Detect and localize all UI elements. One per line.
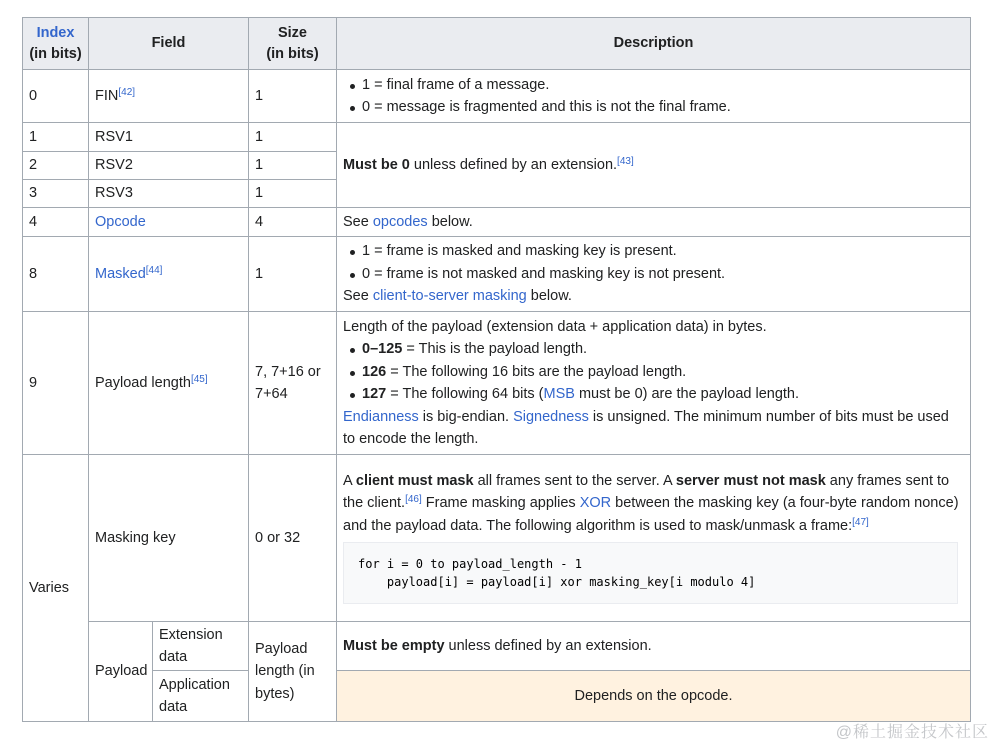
xor-link[interactable]: XOR [579, 495, 612, 512]
text: must be 0) are the payload length. [574, 386, 800, 402]
size-cell: 1 [249, 152, 337, 180]
description-cell [337, 622, 971, 671]
bold-text: Must be empty [343, 637, 445, 654]
size-cell: Payload length (in bytes) [249, 622, 337, 722]
text: between the masking key (a four-byte random nonce) and the payload data. The following algorithm is used to mask/unmask a frame: [343, 495, 959, 534]
text: is big-endian. [418, 408, 514, 425]
index-cell: 3 [23, 180, 89, 208]
description-cell [337, 123, 971, 208]
index-cell: 4 [23, 208, 89, 237]
subfield-cell: Extension data [153, 622, 249, 671]
header-row [23, 18, 971, 70]
size-cell: 1 [249, 123, 337, 152]
size-cell: 1 [249, 70, 337, 123]
header-size-sub: (in bits) [266, 45, 319, 62]
text: all frames sent to the server. A [473, 472, 676, 489]
description-cell: Depends on the opcode. [337, 671, 971, 722]
index-cell: 9 [23, 312, 89, 455]
text: = This is the payload length. [402, 341, 588, 357]
field-cell: Masking key [89, 455, 249, 622]
reference-link[interactable]: [43] [617, 155, 634, 167]
description-cell [337, 312, 971, 455]
code-block: for i = 0 to payload_length - 1 payload[i] = payload[i] xor masking_key[i modulo 4] [343, 542, 958, 604]
field-cell: Payload [89, 622, 153, 722]
bold-text: 0–125 [362, 341, 403, 357]
bold-text: client must mask [355, 472, 474, 489]
header-size-label: Size [277, 24, 307, 41]
signedness-link[interactable]: Signedness [513, 408, 589, 425]
index-cell: Varies [23, 455, 89, 722]
index-cell: 1 [23, 123, 89, 152]
index-cell: 0 [23, 70, 89, 123]
description-cell [337, 70, 971, 123]
bullet-item: 1 = final frame of a message. [362, 74, 964, 97]
masking-paragraph [343, 470, 964, 538]
opcodes-link[interactable]: opcodes [372, 213, 428, 230]
text: unless defined by an extension. [444, 637, 652, 654]
text: any frames sent to the client. [343, 472, 950, 512]
text: See [343, 213, 373, 230]
size-cell: 1 [249, 180, 337, 208]
field-cell [89, 208, 249, 237]
text: = The following 16 bits are the payload length. [386, 363, 687, 380]
bullet-item [362, 338, 964, 361]
endianness-link[interactable]: Endianness [343, 408, 419, 425]
size-cell: 4 [249, 208, 337, 237]
description-cell [337, 237, 971, 312]
description-cell [337, 208, 971, 237]
header-index-sub: (in bits) [29, 45, 82, 62]
reference-link[interactable]: [42] [118, 86, 136, 98]
text: below. [427, 213, 473, 230]
table-row-payload-length [23, 312, 971, 455]
intro-text: Length of the payload (extension data + application data) in bytes. [343, 318, 767, 335]
opcode-link[interactable]: Opcode [95, 213, 146, 230]
header-description: Description [337, 18, 971, 70]
bold-text: 127 [362, 386, 387, 402]
field-cell: RSV2 [89, 152, 249, 180]
table-row-fin [23, 70, 971, 123]
field-name: Payload length [95, 374, 191, 391]
bullet-item: 1 = frame is masked and masking key is present. [362, 240, 964, 263]
header-index[interactable] [23, 18, 89, 70]
table-row-masking-key [23, 455, 971, 622]
text: See [343, 288, 373, 305]
reference-link[interactable]: [46] [405, 494, 422, 506]
masked-link[interactable]: Masked [95, 265, 146, 282]
subfield-cell: Application data [153, 671, 249, 722]
text: unless defined by an extension. [409, 156, 618, 173]
bold-text: server must not mask [675, 472, 826, 489]
field-cell [89, 237, 249, 312]
header-size [249, 18, 337, 70]
text: = The following 64 bits ( [386, 386, 544, 402]
text: below. [526, 288, 572, 305]
table-row-extension-data [23, 622, 971, 671]
size-cell: 7, 7+16 or 7+64 [249, 312, 337, 455]
field-cell: RSV3 [89, 180, 249, 208]
size-cell: 1 [249, 237, 337, 312]
websocket-frame-table [22, 17, 971, 722]
header-field: Field [89, 18, 249, 70]
table-row-rsv1 [23, 123, 971, 152]
description-cell [337, 455, 971, 622]
client-to-server-masking-link[interactable]: client-to-server masking [372, 288, 527, 305]
bold-text: Must be 0 [343, 156, 410, 173]
index-cell: 8 [23, 237, 89, 312]
text: is unsigned. The minimum number of bits must be used to encode the length. [343, 408, 949, 447]
size-cell: 0 or 32 [249, 455, 337, 622]
field-cell: RSV1 [89, 123, 249, 152]
table-row-masked [23, 237, 971, 312]
field-cell [89, 312, 249, 455]
table-row-application-data [23, 671, 971, 722]
header-index-label[interactable]: Index [36, 24, 75, 41]
bullet-item [362, 383, 964, 406]
field-cell [89, 70, 249, 123]
index-cell: 2 [23, 152, 89, 180]
text: Frame masking applies [421, 495, 580, 512]
bold-text: 126 [362, 363, 387, 380]
reference-link[interactable]: [44] [145, 264, 163, 276]
bullet-item: 0 = frame is not masked and masking key is not present. [362, 263, 964, 286]
reference-link[interactable]: [45] [190, 373, 208, 385]
table-row-opcode [23, 208, 971, 237]
watermark: @稀土掘金技术社区 [835, 724, 989, 741]
bullet-item [362, 361, 964, 384]
text: A [343, 472, 356, 489]
field-name: FIN [95, 87, 119, 104]
bullet-item: 0 = message is fragmented and this is not the final frame. [362, 96, 964, 119]
msb-link[interactable]: MSB [543, 386, 575, 402]
reference-link[interactable]: [47] [852, 516, 869, 528]
